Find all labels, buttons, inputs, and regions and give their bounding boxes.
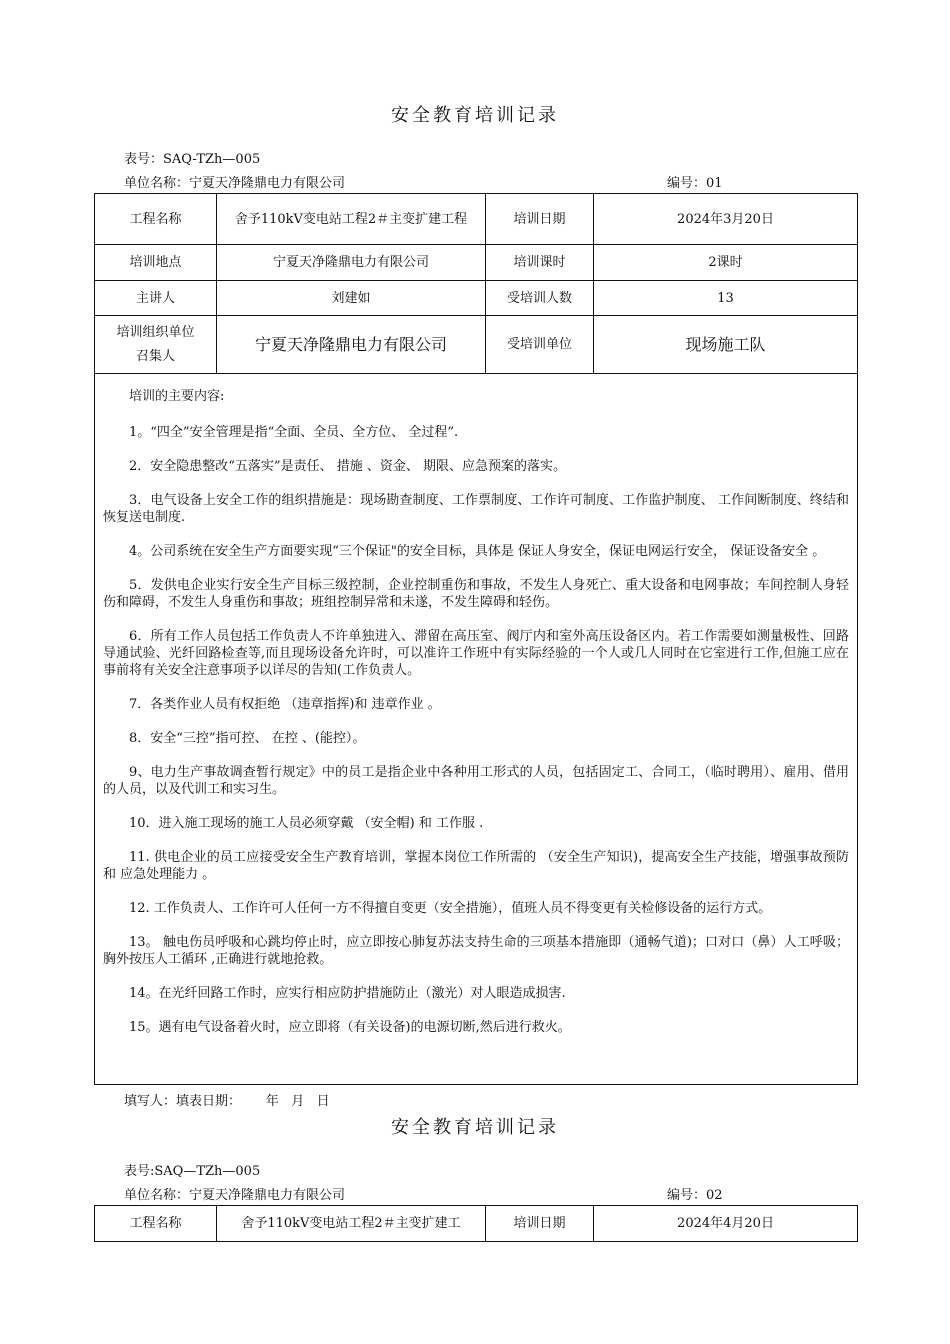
unit-name-2: 单位名称：宁夏天净隆鼎电力有限公司	[124, 1188, 346, 1203]
content-item: 2．安全隐患整改“五落实”是责任、 措施 、资金、 期限、应急预案的落实。	[129, 459, 566, 474]
content-item: 15。遇有电气设备着火时，应立即将（有关设备)的电源切断,然后进行救火。	[129, 1020, 571, 1035]
content-item: 1。“四全”安全管理是指“全面、全员、全方位、 全过程”.	[129, 425, 459, 440]
content-item: 12. 工作负责人、工作许可人任何一方不得擅自变更（安全措施），值班人员不得变更有关检修设备的运行方式。	[129, 901, 772, 916]
form-number-2: 表号:SAQ—TZh—005	[124, 1164, 261, 1179]
footer-signature: 填写人：填表日期： 年 月 日	[124, 1094, 330, 1109]
training-date-label: 培训日期	[486, 194, 594, 245]
training-place-value: 宁夏天净隆鼎电力有限公司	[217, 245, 486, 281]
table-row	[95, 194, 858, 245]
organizer-label-line1: 培训组织单位	[116, 324, 195, 340]
trainee-unit-label: 受培训单位	[486, 316, 594, 374]
training-record-table-2	[94, 1205, 858, 1242]
content-item: 14。在光纤回路工作时，应实行相应防护措施防止（激光）对人眼造成损害.	[129, 986, 566, 1001]
training-date-value: 2024年3月20日	[594, 194, 858, 245]
table-row	[95, 316, 858, 374]
content-item: 13。 触电伤员呼吸和心跳均停止时，应立即按心肺复苏法支持生命的三项基本措施即（通畅气道)；口对口（鼻）人工呼吸；胸外按压人工循环 ,正确进行就地抢救。	[103, 935, 849, 967]
page-title: 安全教育培训记录	[391, 105, 559, 126]
training-content	[95, 374, 858, 1085]
project-name-label: 工程名称	[95, 194, 217, 245]
training-hours-label: 培训课时	[486, 245, 594, 281]
form-number: 表号：SAQ-TZh—005	[124, 152, 261, 167]
content-item: 6．所有工作人员包括工作负责人不许单独进入、滞留在高压室、阀厅内和室外高压设备区内。若工作需要如测量极性、回路导通试验、光纤回路检查等,而且现场设备允许时，可以准许工作班中有实际经验的一个人或几人同时在它室进行工作,但施工应在事前将有关安全注意事项予以详尽的告知(工作负责人。	[103, 629, 849, 678]
organizer-value: 宁夏天净隆鼎电力有限公司	[217, 316, 486, 374]
project-name-value: 舍予110kV变电站工程2＃主变扩建工	[217, 1206, 486, 1242]
content-heading: 培训的主要内容:	[129, 389, 225, 404]
content-row	[95, 374, 858, 1085]
trainee-unit-value: 现场施工队	[594, 316, 858, 374]
training-hours-value: 2课时	[594, 245, 858, 281]
project-name-label: 工程名称	[95, 1206, 217, 1242]
lecturer-value: 刘建如	[217, 281, 486, 316]
content-item: 10．进入施工现场的施工人员必须穿戴 （安全帽) 和 工作服 .	[129, 816, 484, 831]
content-item: 4。公司系统在安全生产方面要实现“三个保证"的安全目标，具体是 保证人身安全，保证电网运行安全， 保证设备安全 。	[129, 544, 826, 559]
content-item: 8．安全“三控”指可控、 在控 、(能控）。	[129, 731, 366, 746]
content-item: 9、电力生产事故调查暂行规定》中的员工是指企业中各种用工形式的人员，包括固定工、合同工，（临时聘用）、雇用、借用的人员，以及代训工和实习生。	[103, 765, 849, 797]
project-name-value: 舍予110kV变电站工程2＃主变扩建工程	[217, 194, 486, 245]
lecturer-label: 主讲人	[95, 281, 217, 316]
organizer-label	[95, 316, 217, 374]
content-item: 7．各类作业人员有权拒绝 （违章指挥)和 违章作业 。	[129, 697, 441, 712]
record-number: 编号：01	[667, 176, 723, 191]
table-row	[95, 245, 858, 281]
record-number-2: 编号：02	[667, 1188, 723, 1203]
page-title-2: 安全教育培训记录	[391, 1117, 559, 1138]
content-item: 3．电气设备上安全工作的组织措施是：现场勘查制度、工作票制度、工作许可制度、工作监护制度、 工作间断制度、终结和恢复送电制度.	[103, 493, 849, 525]
trainee-count-value: 13	[594, 281, 858, 316]
trainee-count-label: 受培训人数	[486, 281, 594, 316]
content-item: 5．发供电企业实行安全生产目标三级控制，企业控制重伤和事故，不发生人身死亡、重大设备和电网事故；车间控制人身轻伤和障碍，不发生人身重伤和事故；班组控制异常和未遂，不发生障碍和轻伤。	[103, 578, 849, 610]
training-place-label: 培训地点	[95, 245, 217, 281]
training-date-label: 培训日期	[486, 1206, 594, 1242]
training-record-table	[94, 193, 858, 1085]
table-row	[95, 1206, 858, 1242]
content-item: 11. 供电企业的员工应接受安全生产教育培训，掌握本岗位工作所需的 （安全生产知识)，提高安全生产技能，增强事故预防和 应急处理能力 。	[103, 850, 849, 882]
organizer-label-line2: 召集人	[135, 348, 175, 364]
unit-name: 单位名称：宁夏天净隆鼎电力有限公司	[124, 176, 346, 191]
training-date-value: 2024年4月20日	[594, 1206, 858, 1242]
table-row	[95, 281, 858, 316]
